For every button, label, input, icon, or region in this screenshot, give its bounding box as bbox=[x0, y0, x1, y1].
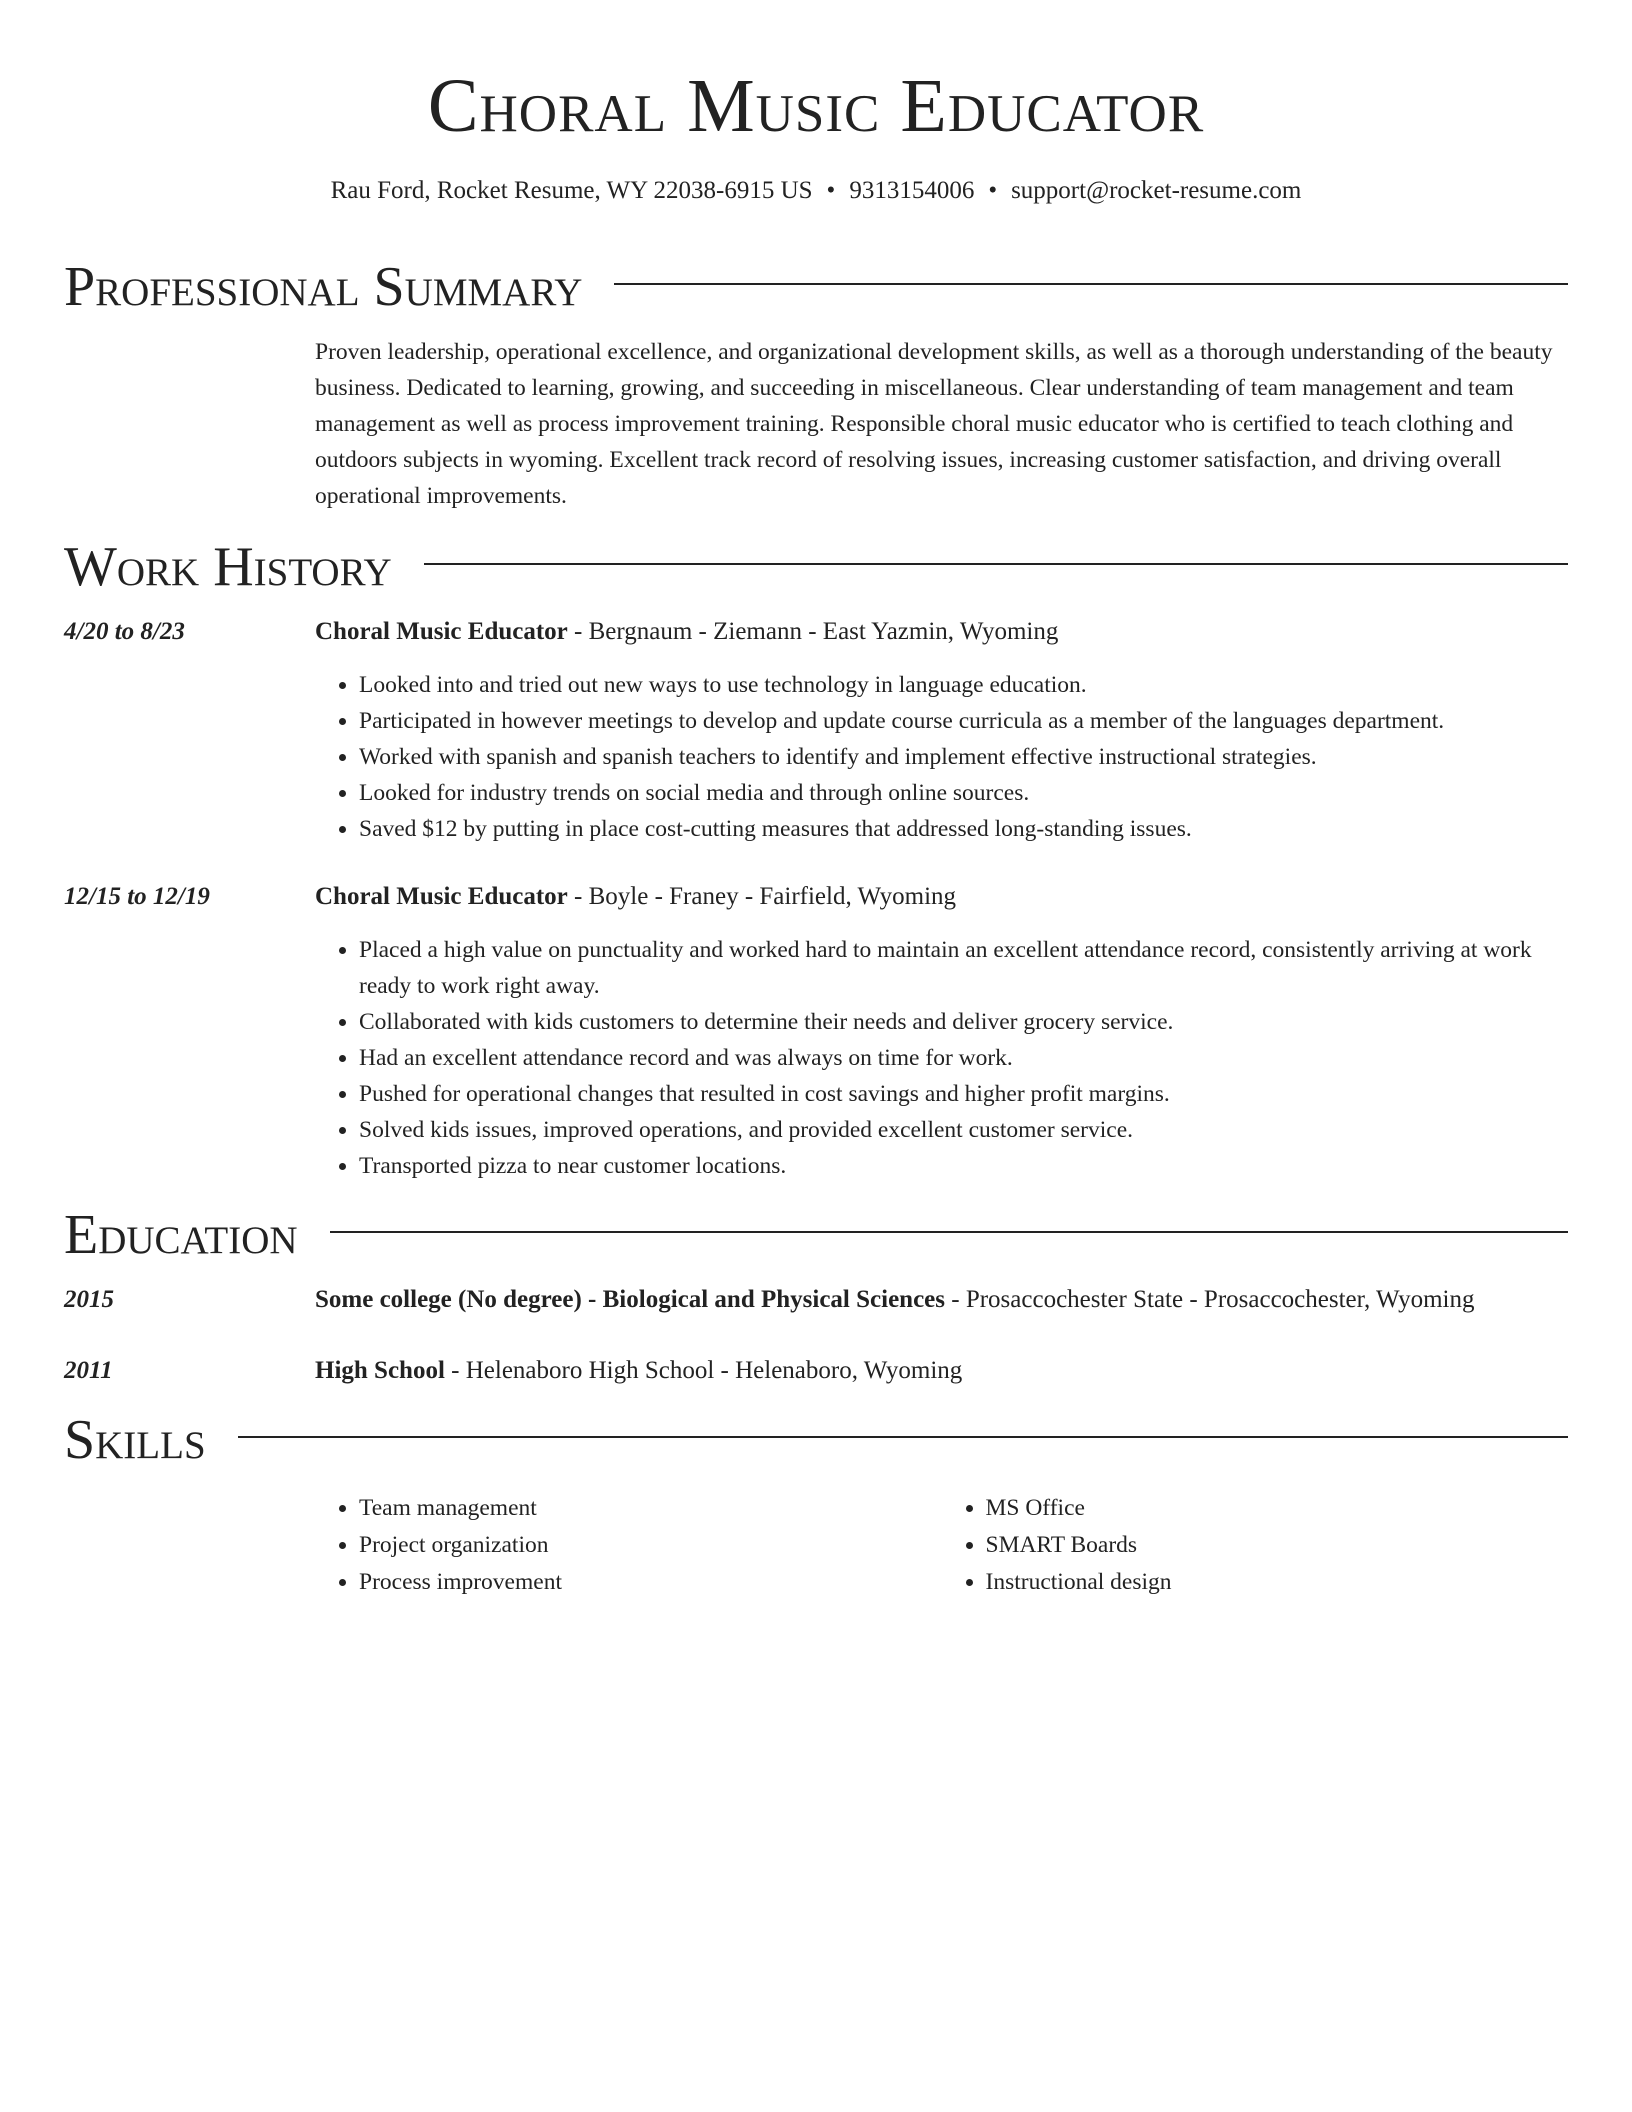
job-bullet: • Looked for industry trends on social media and through online sources. bbox=[359, 775, 1568, 811]
summary-text: Proven leadership, operational excellence, and organizational development skills, as well as a thorough understanding of the beauty business. Dedicated to learning, growing, and succeeding in miscellaneous. Clear understanding of team management and team management as well as process improvement training. Responsible choral music educator who is certified to teach clothing and outdoors subjects in wyoming. Excellent track record of resolving issues, increasing customer satisfaction, and driving overall operational improvements. bbox=[315, 339, 1553, 509]
contact-address: Rau Ford, Rocket Resume, WY 22038-6915 US bbox=[330, 177, 813, 204]
section-divider bbox=[330, 1231, 1568, 1233]
job-bullet: • Collaborated with kids customers to determine their needs and deliver grocery service. bbox=[359, 1004, 1568, 1040]
job-entry bbox=[64, 879, 1568, 915]
work-heading: Work History bbox=[64, 536, 392, 598]
job-bullet: • Saved $12 by putting in place cost-cutting measures that addressed long-standing issues. bbox=[359, 811, 1568, 847]
job-bullet: • Pushed for operational changes that resulted in cost savings and higher profit margins. bbox=[359, 1076, 1568, 1112]
skills-body bbox=[315, 1490, 1568, 1601]
skills-section-header bbox=[64, 1405, 1568, 1475]
education-section-header bbox=[64, 1200, 1568, 1270]
education-header bbox=[315, 1282, 1568, 1318]
job-employer: - Bergnaum - Ziemann - East Yazmin, Wyoming bbox=[567, 618, 1059, 645]
job-dates: 12/15 to 12/19 bbox=[64, 883, 210, 910]
education-year: 2011 bbox=[64, 1357, 113, 1384]
education-degree: High School bbox=[315, 1357, 445, 1384]
contact-email: support@rocket-resume.com bbox=[1011, 177, 1302, 204]
education-school: - Helenaboro High School - Helenaboro, Wyoming bbox=[444, 1357, 963, 1384]
job-employer: - Boyle - Franey - Fairfield, Wyoming bbox=[567, 883, 957, 910]
candidate-name: Choral Music Educator bbox=[427, 64, 1205, 148]
education-entry bbox=[64, 1353, 1568, 1389]
summary-body bbox=[315, 334, 1568, 514]
job-dates: 4/20 to 8/23 bbox=[64, 618, 185, 645]
job-bullets bbox=[315, 667, 1568, 847]
education-heading: Education bbox=[64, 1204, 298, 1266]
job-bullet: • Worked with spanish and spanish teachers to identify and implement effective instructional strategies. bbox=[359, 739, 1568, 775]
contact-separator: • bbox=[826, 177, 836, 204]
job-bullets-container bbox=[315, 667, 1568, 847]
job-header bbox=[315, 879, 1568, 915]
education-degree: Some college (No degree) - Biological and Physical Sciences bbox=[315, 1286, 945, 1313]
skill-item: • MS Office bbox=[986, 1490, 1569, 1527]
skill-item: • Project organization bbox=[359, 1527, 942, 1564]
skill-item: • SMART Boards bbox=[986, 1527, 1569, 1564]
job-header bbox=[315, 614, 1568, 650]
section-divider bbox=[614, 283, 1568, 285]
education-school: - Prosaccochester State - Prosaccochester, Wyoming bbox=[945, 1286, 1475, 1313]
contact-line bbox=[64, 176, 1568, 206]
summary-section-header bbox=[64, 252, 1568, 322]
summary-heading: Professional Summary bbox=[64, 256, 583, 318]
education-year: 2015 bbox=[64, 1286, 114, 1313]
contact-phone: 9313154006 bbox=[849, 177, 975, 204]
job-bullets-container bbox=[315, 932, 1568, 1184]
skills-list-left bbox=[315, 1490, 942, 1601]
job-title: Choral Music Educator bbox=[315, 883, 568, 910]
skill-item: • Team management bbox=[359, 1490, 942, 1527]
skill-item: • Instructional design bbox=[986, 1564, 1569, 1601]
job-entry bbox=[64, 614, 1568, 650]
section-divider bbox=[424, 563, 1568, 565]
job-bullet: • Solved kids issues, improved operations, and provided excellent customer service. bbox=[359, 1112, 1568, 1148]
job-bullet: • Had an excellent attendance record and was always on time for work. bbox=[359, 1040, 1568, 1076]
section-divider bbox=[238, 1436, 1568, 1438]
contact-separator: • bbox=[988, 177, 998, 204]
job-bullets bbox=[315, 932, 1568, 1184]
education-header bbox=[315, 1353, 1568, 1389]
work-section-header bbox=[64, 532, 1568, 602]
job-bullet: • Looked into and tried out new ways to use technology in language education. bbox=[359, 667, 1568, 703]
job-bullet: • Participated in however meetings to develop and update course curricula as a member of the languages department. bbox=[359, 703, 1568, 739]
job-bullet: • Placed a high value on punctuality and worked hard to maintain an excellent attendance record, consistently arriving at work ready to work right away. bbox=[359, 932, 1568, 1004]
job-bullet: • Transported pizza to near customer locations. bbox=[359, 1148, 1568, 1184]
skills-list-right bbox=[942, 1490, 1569, 1601]
education-entry bbox=[64, 1282, 1568, 1318]
skill-item: • Process improvement bbox=[359, 1564, 942, 1601]
resume-page bbox=[64, 0, 1568, 1601]
skills-heading: Skills bbox=[64, 1409, 206, 1471]
job-title: Choral Music Educator bbox=[315, 618, 568, 645]
skills-grid bbox=[315, 1490, 1568, 1601]
